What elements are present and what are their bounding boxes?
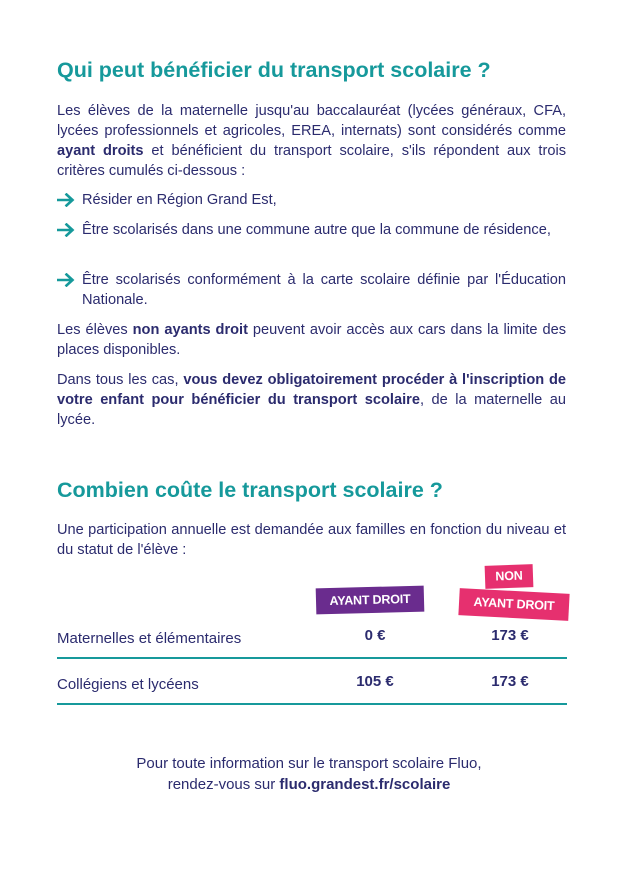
inscription-text-end: , de la maternelle au lycée. <box>57 392 566 428</box>
footer-line-2-text: rendez-vous sur <box>167 776 280 793</box>
tag-non-ayant-droit <box>458 588 569 621</box>
non-ayant-text: Les élèves <box>57 322 133 338</box>
intro-bold-text: ayant droits <box>57 143 144 159</box>
eligibility-intro <box>57 101 566 181</box>
non-ayant-bold-text: non ayants droit <box>132 322 248 338</box>
section-title-eligibility: Qui peut bénéficier du transport scolaire ? <box>57 58 491 82</box>
footer-info <box>0 753 618 795</box>
footer-line-1: Pour toute information sur le transport scolaire Fluo, <box>136 755 482 772</box>
row-label-collegiens: Collégiens et lycéens <box>57 676 199 693</box>
criteria-text: Être scolarisés dans une commune autre que la commune de résidence, <box>82 222 551 238</box>
footer-link[interactable]: fluo.grandest.fr/scolaire <box>279 776 451 793</box>
criteria-text: Résider en Région Grand Est, <box>82 192 277 208</box>
intro-text-end: et bénéficient du transport scolaire, s'ils répondent aux trois critères cumulés ci-dessous : <box>57 143 566 179</box>
inscription-text: Dans tous les cas, <box>57 372 184 388</box>
price-ayant-droit-maternelles: 0 € <box>364 627 386 644</box>
tag-ayant-droit-label: AYANT DROIT <box>329 591 411 609</box>
tag-non-top <box>485 564 534 589</box>
tag-non-ayant-droit-label: AYANT DROIT <box>473 594 555 614</box>
intro-text: Les élèves de la maternelle jusqu'au baccalauréat (lycées généraux, CFA, lycées professionnels et agricoles, EREA, internats) sont considérés comme <box>57 103 566 139</box>
tag-ayant-droit <box>316 586 425 615</box>
criteria-item <box>57 220 566 240</box>
tag-non-label: NON <box>495 568 523 584</box>
inscription-bold-text: vous devez obligatoirement procéder à l'inscription de votre enfant pour bénéficier du transport scolaire <box>57 372 566 408</box>
table-divider <box>57 657 567 659</box>
non-ayant-text-end: peuvent avoir accès aux cars dans la limite des places disponibles. <box>57 322 566 358</box>
arrow-right-icon <box>57 223 75 237</box>
inscription-paragraph <box>57 370 566 430</box>
arrow-right-icon <box>57 273 75 287</box>
table-divider <box>57 703 567 705</box>
footer-line-2 <box>0 774 618 795</box>
price-non-ayant-droit-collegiens: 173 € <box>491 673 529 690</box>
arrow-right-icon <box>57 193 75 207</box>
row-label-maternelles: Maternelles et élémentaires <box>57 630 242 647</box>
criteria-text: Être scolarisés conformément à la carte scolaire définie par l'Éducation Nationale. <box>82 272 566 308</box>
non-ayant-droit-paragraph <box>57 320 566 360</box>
cost-intro: Une participation annuelle est demandée aux familles en fonction du niveau et du statut de l'élève : <box>57 522 566 558</box>
price-non-ayant-droit-maternelles: 173 € <box>491 627 529 644</box>
price-ayant-droit-collegiens: 105 € <box>356 673 394 690</box>
criteria-item <box>57 270 566 310</box>
section-title-cost: Combien coûte le transport scolaire ? <box>57 478 443 502</box>
criteria-item <box>57 190 566 210</box>
